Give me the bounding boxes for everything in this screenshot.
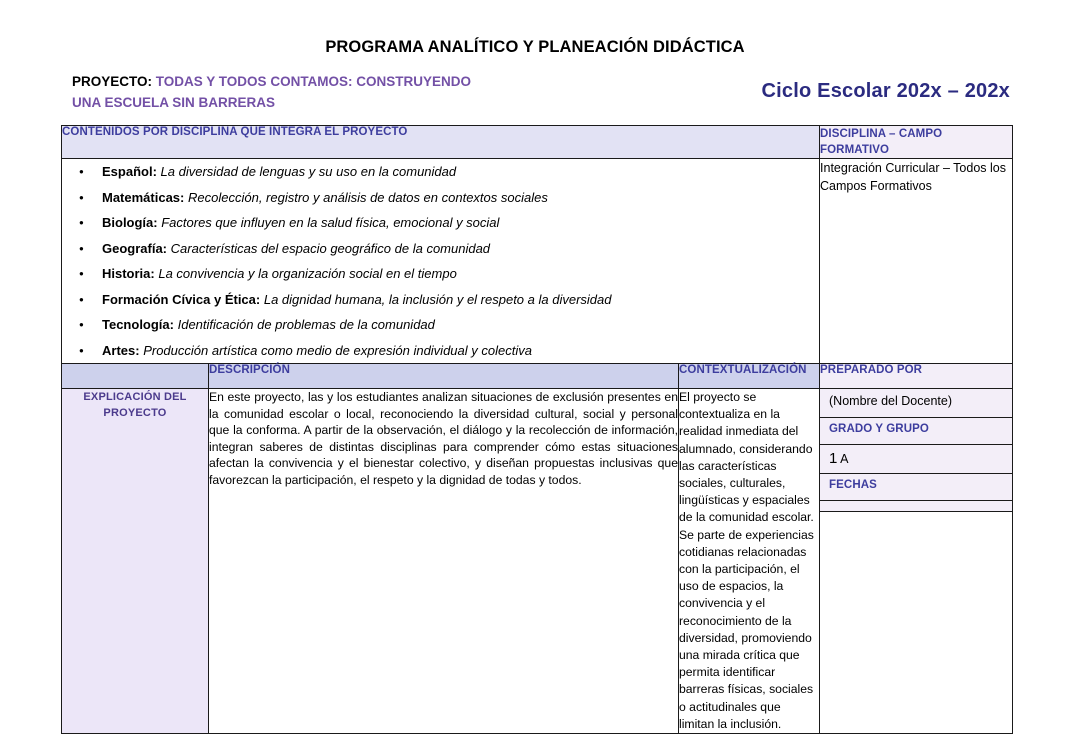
disciplina-nombre: Geografía: xyxy=(102,240,168,256)
disciplina-nombre: Tecnología: xyxy=(102,317,174,332)
list-item xyxy=(102,236,819,262)
list-item xyxy=(102,185,819,211)
table-row-header-1 xyxy=(62,126,1013,159)
explicacion-label-line2: PROYECTO xyxy=(103,407,167,419)
list-item xyxy=(102,210,819,236)
grado-numero: 1 xyxy=(829,450,838,467)
subheader-preparado-por: PREPARADO POR xyxy=(820,364,1013,389)
prep-row-grado-label xyxy=(820,418,1012,445)
campo-formativo-cell: Integración Curricular – Todos los Campos Formativos xyxy=(820,159,1013,364)
disciplina-contenido: Identificación de problemas de la comunidad xyxy=(177,317,435,332)
preparado-por-cell xyxy=(820,389,1013,734)
list-item xyxy=(102,338,819,364)
header-disciplina-campo xyxy=(820,126,1013,159)
table-row-header-2 xyxy=(62,364,1013,389)
disciplina-contenido: Producción artística como medio de expresión individual y colectiva xyxy=(143,342,532,358)
header-disciplina-line2: FORMATIVO xyxy=(820,144,890,156)
proyecto-value-line2: UNA ESCUELA SIN BARRERAS xyxy=(72,95,276,110)
list-item xyxy=(102,159,819,185)
grupo-letra: A xyxy=(840,452,849,466)
disciplina-contenido: La convivencia y la organización social en el tiempo xyxy=(158,266,457,281)
main-table xyxy=(61,125,1013,734)
disciplina-nombre: Artes: xyxy=(102,342,140,358)
descripcion-texto: En este proyecto, las y los estudiantes analizan situaciones de exclusión presentes en la comunidad escolar o local, reconociendo la diversidad cultural, social y personal que la conforma. A partir de la observación, el diálogo y la recolección de información, integran saberes de distintas disciplinas para comprender cómo estas situaciones afectan la convivencia y el bienestar colectivo, y diseñan propuestas inclusivas que favorezcan la participación, el respeto y la dignidad de todas y todos. xyxy=(209,389,679,734)
explicacion-del-proyecto-label xyxy=(62,389,209,734)
main-table-wrapper xyxy=(61,125,1012,734)
disciplina-contenido: La dignidad humana, la inclusión y el respeto a la diversidad xyxy=(263,291,612,307)
table-row-body xyxy=(62,389,1013,734)
subheader-blank-cell xyxy=(62,364,209,389)
prep-row-fechas-value xyxy=(820,501,1012,512)
prep-row-nombre xyxy=(820,389,1012,418)
grado-grupo-field[interactable] xyxy=(820,445,1012,474)
ciclo-escolar: Ciclo Escolar 202x – 202x xyxy=(761,80,1010,102)
disciplina-nombre: Español: xyxy=(102,164,157,179)
list-item xyxy=(102,312,819,338)
subheader-contextualizacion: CONTEXTUALIZACIÓN xyxy=(679,364,820,389)
explicacion-label-line1: EXPLICACIÓN DEL xyxy=(83,391,187,403)
header-contenidos: CONTENIDOS POR DISCIPLINA QUE INTEGRA EL PROYECTO xyxy=(62,126,820,159)
disciplina-nombre: Formación Cívica y Ética: xyxy=(102,291,261,307)
contextualizacion-texto: El proyecto se contextualiza en la realidad inmediata del alumnado, considerando las características sociales, culturales, lingüísticas y espaciales de la comunidad escolar. Se parte de experiencias cotidianas relacionadas con la participación, el uso de espacios, la convivencia y el reconocimiento de la diversidad, promoviendo una mirada crítica que permita identificar barreras físicas, sociales o actitudinales que limitan la inclusión. xyxy=(679,389,820,734)
table-row-contenidos xyxy=(62,159,1013,364)
preparado-subtable xyxy=(820,389,1012,512)
proyecto-line xyxy=(72,71,672,113)
subheader-descripcion: DESCRIPCIÓN xyxy=(209,364,679,389)
proyecto-value-line1: TODAS Y TODOS CONTAMOS: CONSTRUYENDO xyxy=(155,74,472,89)
nombre-docente-field[interactable]: (Nombre del Docente) xyxy=(820,389,1012,418)
page-title: PROGRAMA ANALÍTICO Y PLANEACIÓN DIDÁCTICA xyxy=(325,38,745,56)
disciplina-nombre: Biología: xyxy=(102,215,158,230)
disciplina-nombre: Matemáticas: xyxy=(102,189,185,205)
proyecto-label: PROYECTO: xyxy=(72,74,153,89)
list-item xyxy=(102,287,819,313)
disciplina-contenido: Características del espacio geográfico de la comunidad xyxy=(170,240,491,256)
disciplina-contenido: Recolección, registro y análisis de datos en contextos sociales xyxy=(188,189,548,205)
fechas-field[interactable] xyxy=(820,501,1012,512)
contenidos-cell xyxy=(62,159,820,364)
grado-y-grupo-label: GRADO Y GRUPO xyxy=(820,418,1012,445)
list-item xyxy=(102,261,819,287)
fechas-label: FECHAS xyxy=(820,474,1012,501)
prep-row-fechas-label xyxy=(820,474,1012,501)
disciplinas-list xyxy=(62,159,819,363)
header-disciplina-line1: DISCIPLINA – CAMPO xyxy=(820,128,943,140)
disciplina-nombre: Historia: xyxy=(102,266,155,281)
disciplina-contenido: Factores que influyen en la salud física, emocional y social xyxy=(161,215,500,230)
prep-row-grado-value xyxy=(820,445,1012,474)
disciplina-contenido: La diversidad de lenguas y su uso en la comunidad xyxy=(160,164,457,179)
